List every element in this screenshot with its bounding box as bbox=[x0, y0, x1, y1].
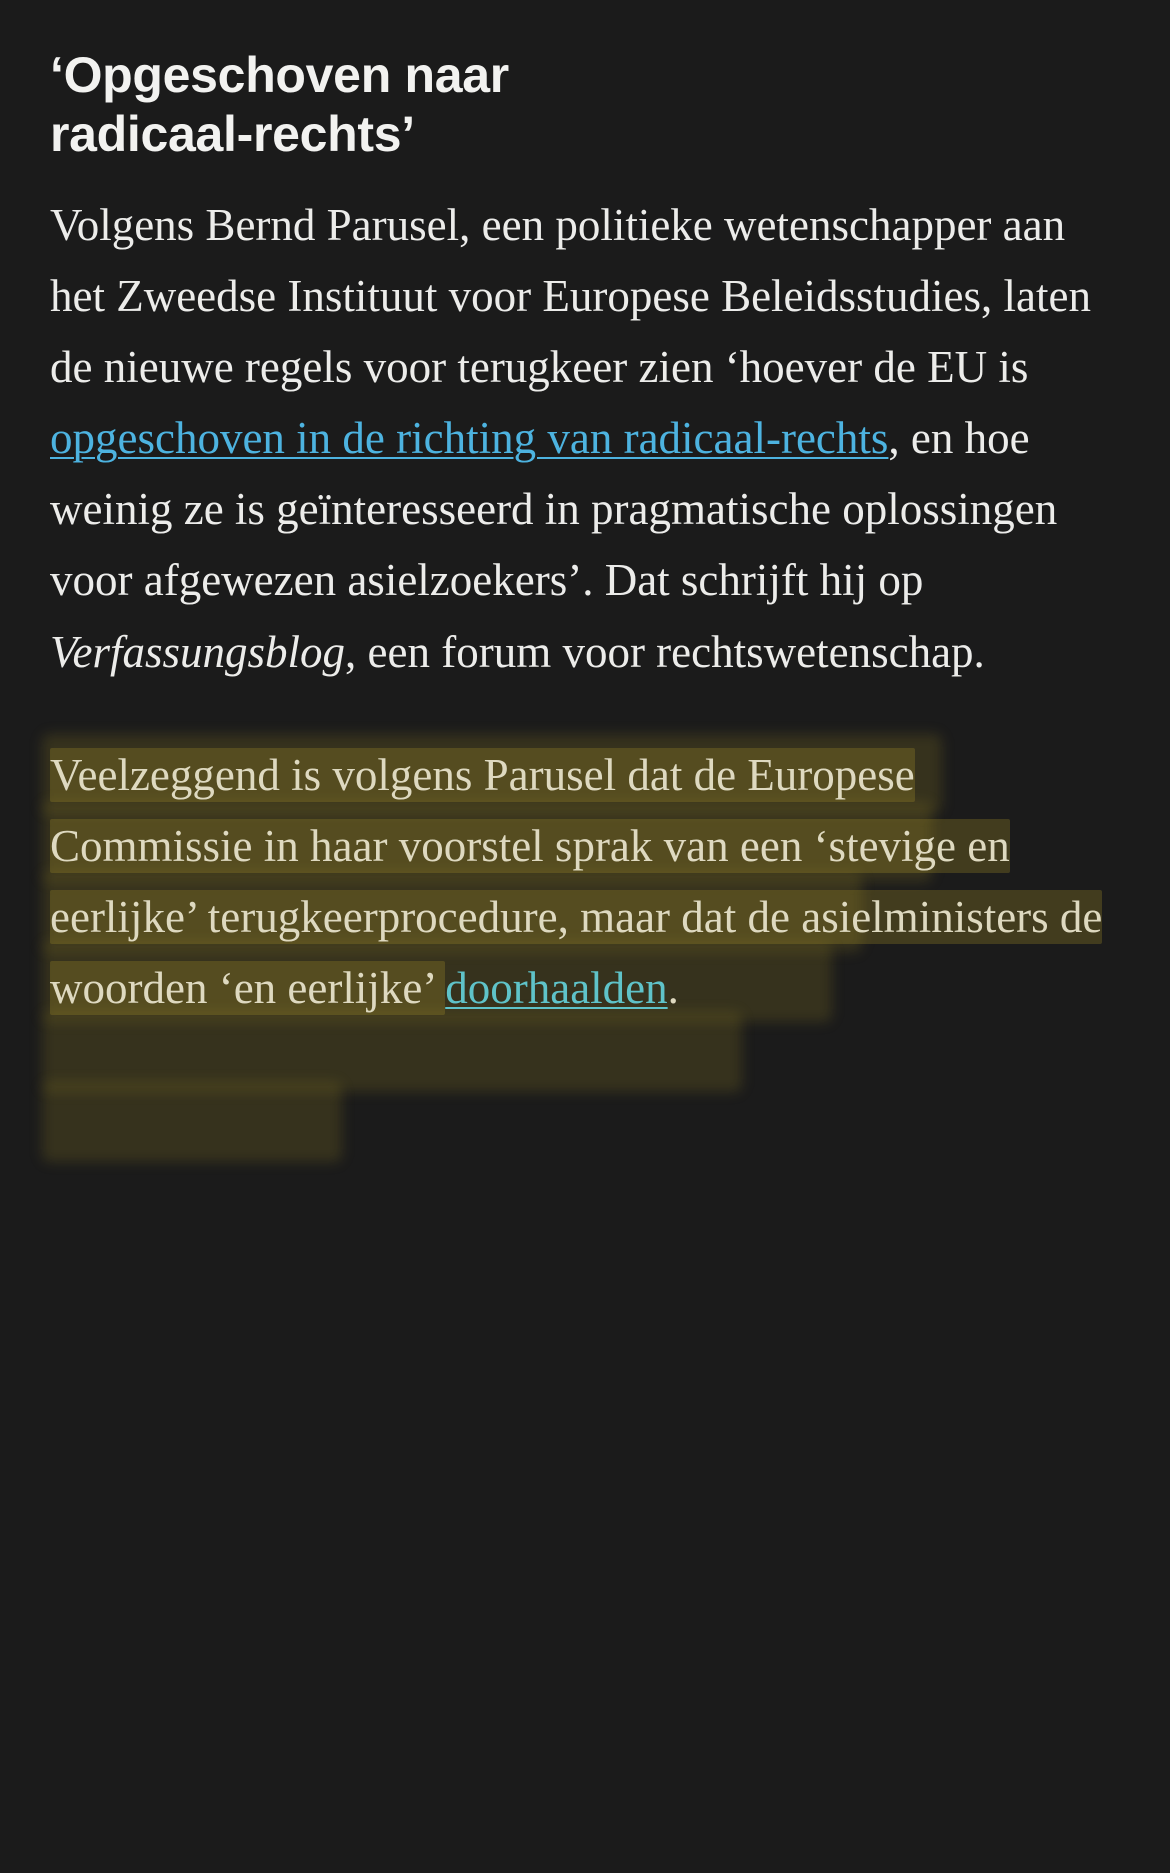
paragraph-intro-text-3: , een forum voor rechtswetenschap. bbox=[345, 626, 985, 677]
paragraph-highlight-text-1: Veelzeggend is volgens Parusel dat de Europese Commissie in haar voorstel sprak van een ‘stevige en eerlijke’ terugkeerprocedure, maar dat de asielministers de woorden ‘en eerlijke’ bbox=[50, 749, 1103, 1013]
paragraph-highlight bbox=[50, 740, 1120, 1024]
paragraph-highlight-text-2: . bbox=[667, 962, 679, 1013]
source-name-verfassungsblog: Verfassungsblog bbox=[50, 626, 346, 677]
paragraph-intro-text-2: , en hoe weinig ze is geïnteresseerd in pragmatische oplossingen voor afgewezen asielzoekers’. Dat schrijft hij op bbox=[50, 413, 1058, 606]
page-title: ‘Opgeschoven naar radicaal-rechts’ bbox=[50, 47, 509, 162]
link-doorhaalden[interactable]: doorhaalden bbox=[445, 962, 668, 1013]
paragraph-intro-text-1: Volgens Bernd Parusel, een politieke wetenschapper aan het Zweedse Instituut voor Europese Beleidsstudies, laten de nieuwe regels voor terugkeer zien ‘hoever de EU is bbox=[50, 200, 1091, 393]
paragraph-intro bbox=[50, 190, 1120, 688]
highlighted-passage bbox=[50, 740, 1120, 1024]
link-opgeschoven-radicaal-rechts[interactable]: opgeschoven in de richting van radicaal-rechts bbox=[50, 413, 889, 464]
highlight-swatch-6 bbox=[42, 1082, 342, 1162]
